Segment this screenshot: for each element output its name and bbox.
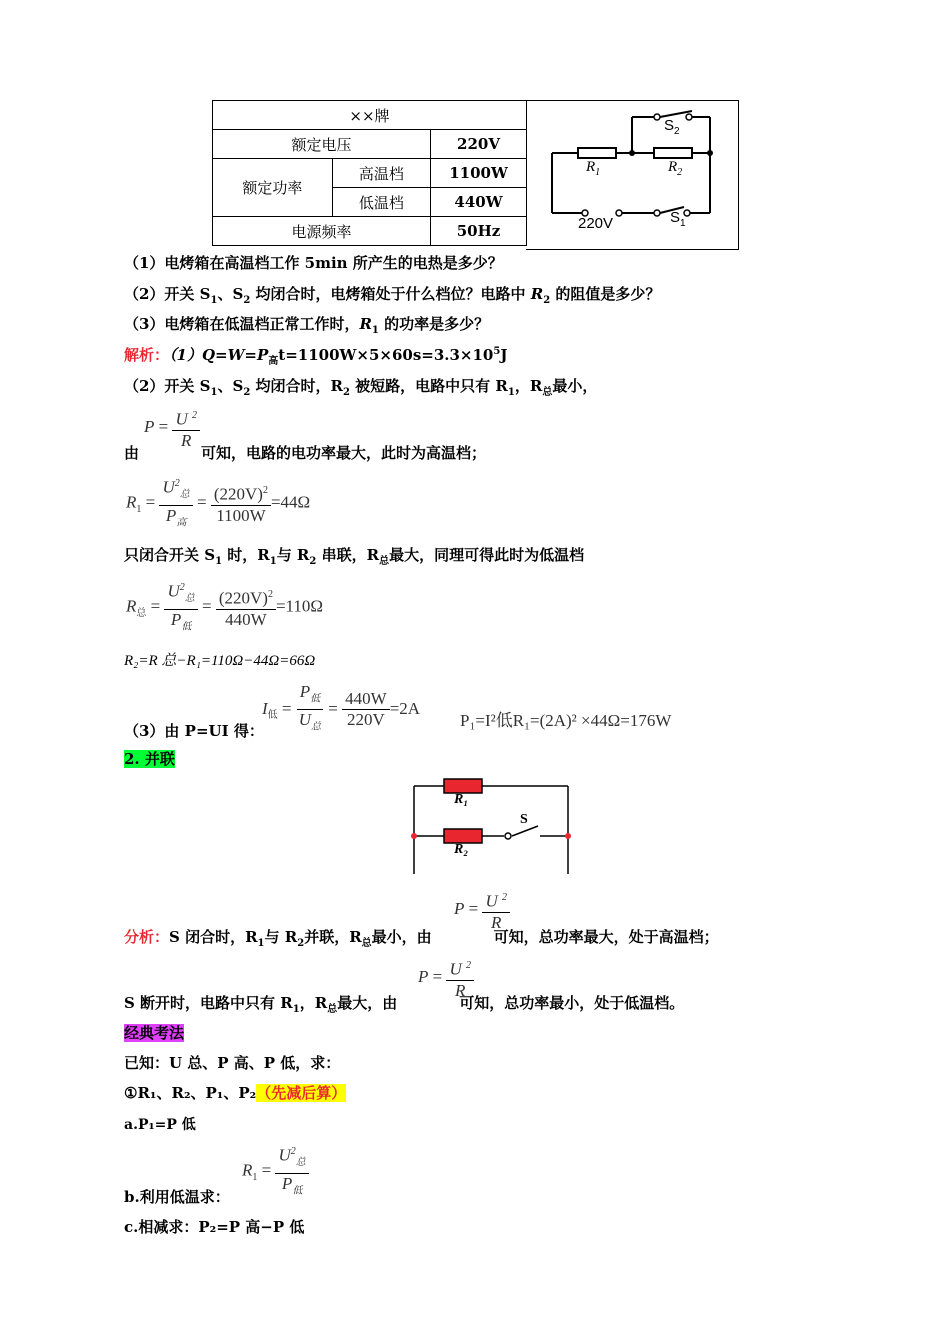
low-label: 低温档 (332, 188, 430, 217)
equation-i-low: $I_低$ = $\frac{P_低}{U_总}$ = $\frac{440W}{220V}$ =2A (262, 682, 421, 733)
solution-line-4: 只闭合开关 $S_1$ 时，$R_1$与 $R_2$ 串联，$R_总$最大，同理可得此时为低温档 (124, 546, 585, 567)
rated-voltage-value: 220V (431, 130, 527, 159)
formula-r1-classic: $R_1$ = $\frac{U^2_总}{P_低}$ (242, 1142, 309, 1201)
label-r2-parallel: R₂ (454, 842, 469, 857)
equation-r-total: $R_总$ = $\frac{U^2_总}{P_低}$ = $\frac{(220V)^2}{440W}$ =110Ω (126, 578, 323, 637)
circuit-diagram-1 (526, 100, 739, 250)
low-value: 440W (431, 188, 527, 217)
solution-line-2: （2）开关 $S_1$、$S_2$ 均闭合时，$R_2$ 被短路，电路中只有 $R_1$，$R_总$最小， (124, 377, 598, 398)
label-s1: $S_1$ (670, 209, 686, 229)
high-label: 高温档 (332, 159, 430, 188)
label-s2: $S_2$ (664, 117, 680, 137)
formula-p-u2-r-1: P = $\frac{U ^2}{R}$ (144, 406, 200, 451)
label-220v: 220V (578, 215, 614, 232)
solution-line-3: 由 可知，电路的电功率最大，此时为高温档； (124, 444, 487, 462)
circuit-1-svg (526, 101, 738, 249)
classic-c: c.相减求：P₂=P 高−P 低 (124, 1218, 305, 1236)
question-3: （3）电烤箱在低温档正常工作时，$R_1$ 的功率是多少？ (124, 315, 490, 336)
spec-table (212, 100, 527, 246)
classic-known: 已知：U 总、P 高、P 低，求： (124, 1054, 341, 1072)
equation-r1: $R_1$ = $\frac{U^2_总}{P_高}$ = $\frac{(220V)^2}{1100W}$ =44Ω (126, 474, 310, 533)
rated-voltage-label: 额定电压 (213, 130, 431, 159)
solution-line-1: 解析：$(1)Q=W=P_高t=1100W\times 5\times 60s=3.3\times 10^5J$ (124, 346, 508, 367)
brand-cell: ××牌 (213, 101, 527, 130)
question-2: （2）开关 $S_1$、$S_2$ 均闭合时，电烤箱处于什么档位？电路中 $R_2$ 的阻值是多少？ (124, 285, 661, 306)
freq-label: 电源频率 (213, 217, 431, 246)
circuit-diagram-2 (410, 774, 572, 874)
circuit-2-svg (410, 774, 572, 874)
equation-p1: P₁=I²低R₁=(2A)² ×44Ω=176W (460, 711, 672, 730)
formula-p-u2-r-3: P = $\frac{U ^2}{R}$ (418, 956, 474, 1001)
analysis-line-2: S 断开时，电路中只有 $R_1$，$R_总$最大，由 可知，总功率最小，处于低温档。 (124, 994, 685, 1015)
high-value: 1100W (431, 159, 527, 188)
classic-item-1: ①R₁、R₂、P₁、P₂（先减后算） (124, 1084, 347, 1102)
question-1: （1）电烤箱在高温档工作 5min 所产生的电热是多少？ (124, 254, 503, 272)
label-s-parallel: S (520, 812, 528, 827)
classic-b: b.利用低温求： (124, 1188, 230, 1206)
solution-line-q3: （3）由 P=UI 得： (124, 722, 264, 740)
analysis-line-1: 分析：S 闭合时，$R_1$与 $R_2$并联，$R_总$最小，由 可知，总功率最大，处于高温档； (124, 928, 719, 949)
freq-value: 50Hz (431, 217, 527, 246)
label-r1-parallel: R₁ (454, 792, 469, 807)
rated-power-label: 额定功率 (213, 159, 333, 217)
classic-a: a.P₁=P 低 (124, 1117, 196, 1133)
analysis-label: 分析： (124, 928, 170, 946)
formula-p-u2-r-2: P = $\frac{U ^2}{R}$ (454, 888, 510, 933)
solution-label: 解析： (124, 346, 170, 364)
classic-heading: 经典考法 (124, 1024, 185, 1042)
label-r2: $R_2$ (668, 159, 683, 178)
label-r1: $R_1$ (586, 159, 601, 178)
equation-r2: R₂=R 总−R₁=110Ω−44Ω=66Ω (124, 653, 316, 669)
parallel-heading: 2. 并联 (124, 750, 175, 768)
